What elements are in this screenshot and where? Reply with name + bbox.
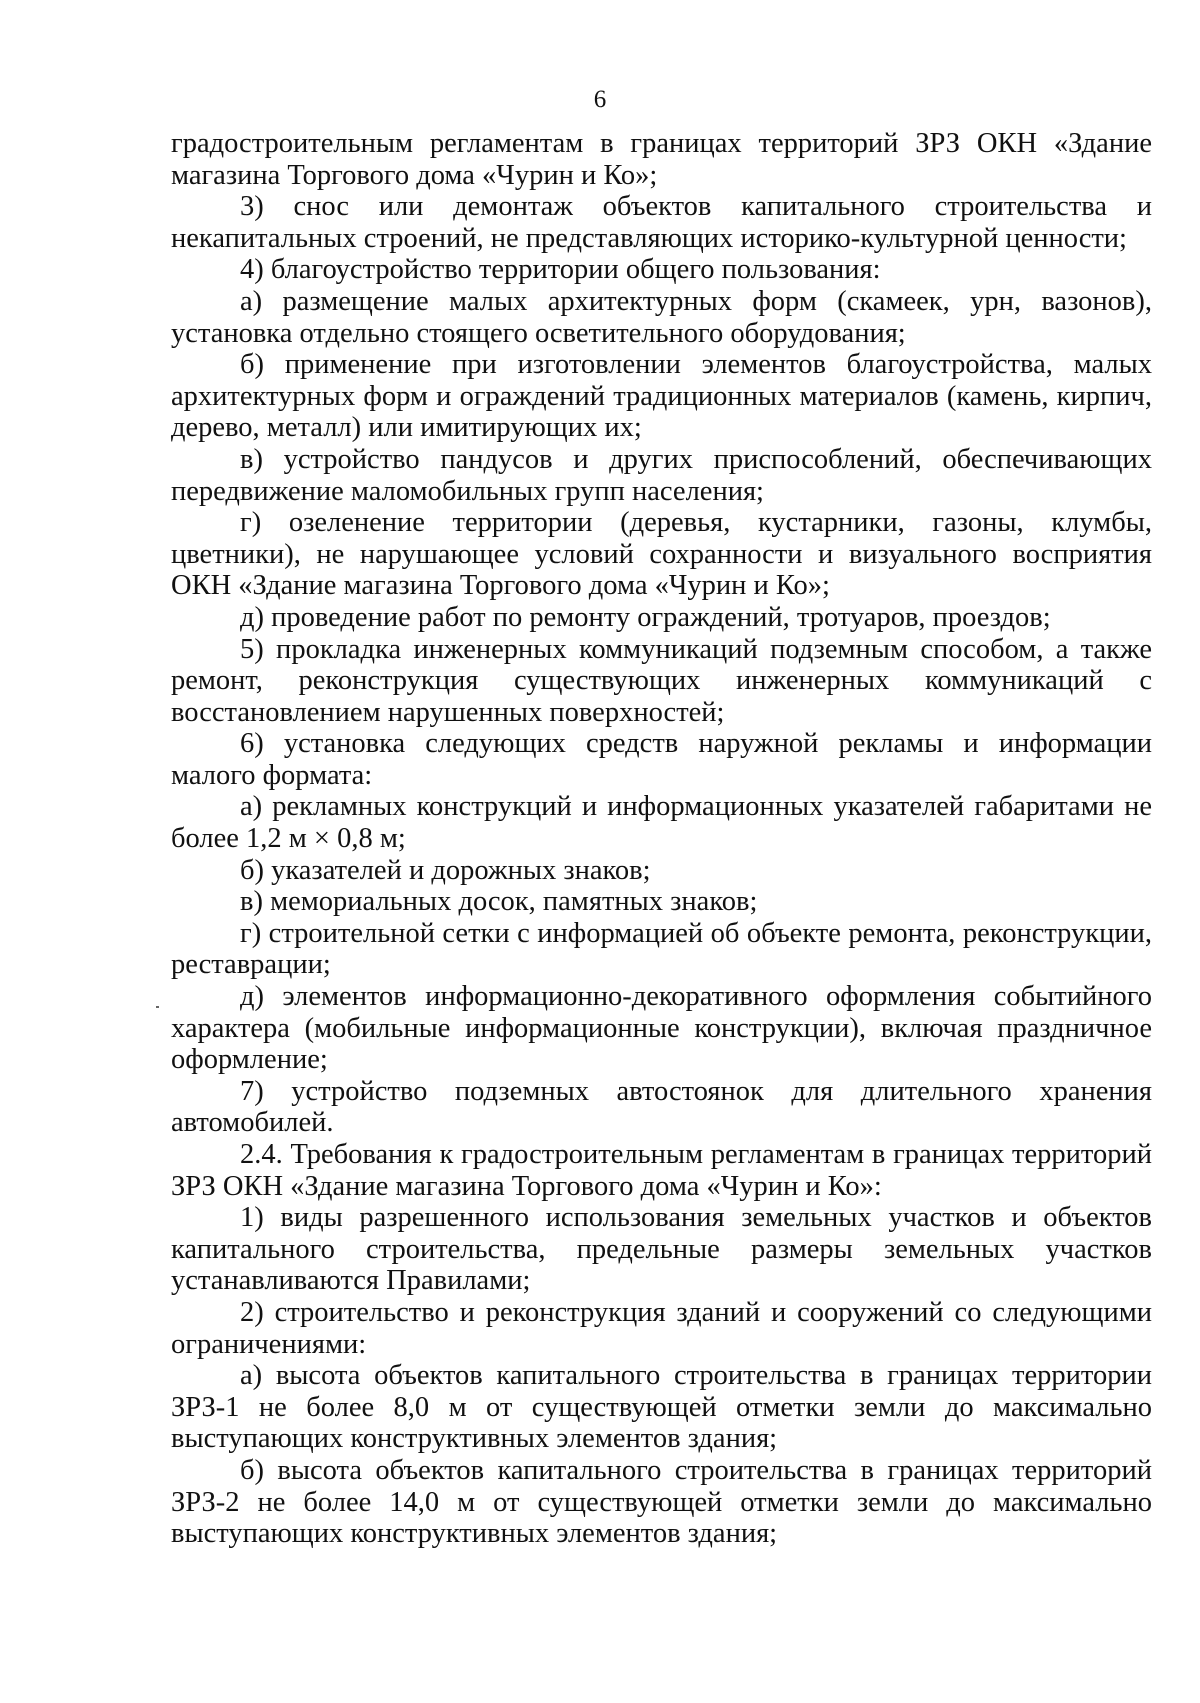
list-item-7-parking: 7) устройство подземных автостоянок для длительного хранения автомобилей. [171, 1075, 1152, 1139]
scan-speck [156, 1006, 159, 1008]
paragraph-continuation: градостроительным регламентам в границах территорий ЗРЗ ОКН «Здание магазина Торгового дома «Чурин и Ко»; [171, 128, 1152, 191]
subitem-6a-signs: а) рекламных конструкций и информационных указателей габаритами не более 1,2 м × 0,8 м; [171, 791, 1152, 855]
page-number: 6 [593, 86, 607, 113]
subitem-4v-ramps: в) устройство пандусов и других приспособлений, обеспечивающих передвижение маломобильных групп населения; [171, 443, 1152, 507]
subitem-6v-plaques: в) мемориальных досок, памятных знаков; [240, 886, 758, 918]
subitem-4a-small-forms: а) размещение малых архитектурных форм (скамеек, урн, вазонов), установка отдельно стоящего осветительного оборудования; [171, 285, 1152, 349]
list-item-1-permitted-use: 1) виды разрешенного использования земельных участков и объектов капитального строительства, предельные размеры земельных участков устанавливаются Правилами; [171, 1202, 1152, 1297]
list-item-5-utilities: 5) прокладка инженерных коммуникаций подземным способом, а также ремонт, реконструкция существующих инженерных коммуникаций с восстановлением нарушенных поверхностей; [171, 633, 1152, 728]
subitem-4g-greening: г) озеленение территории (деревья, кустарники, газоны, клумбы, цветники), не нарушающее условий сохранности и визуального восприятия ОКН «Здание магазина Торгового дома «Чурин и Ко»; [171, 507, 1152, 602]
list-item-4-landscaping: 4) благоустройство территории общего пользования: [240, 254, 881, 286]
list-item-2-construction: 2) строительство и реконструкция зданий и сооружений со следующими ограничениями: [171, 1296, 1152, 1360]
subitem-4b-materials: б) применение при изготовлении элементов благоустройства, малых архитектурных форм и ограждений традиционных материалов (камень, кирпич, дерево, металл) или имитирующих их; [171, 349, 1152, 444]
subitem-2b-height-zrz2: б) высота объектов капитального строительства в границах территорий ЗРЗ-2 не более 14,0 м от существующей отметки земли до максимально выступающих конструктивных элементов здания; [171, 1454, 1152, 1550]
subitem-6b-road-signs: б) указателей и дорожных знаков; [240, 854, 651, 886]
list-item-6-advertising: 6) установка следующих средств наружной рекламы и информации малого формата: [171, 728, 1152, 791]
subitem-4d-repair: д) проведение работ по ремонту ограждений, тротуаров, проездов; [240, 601, 1051, 633]
subitem-6g-mesh: г) строительной сетки с информацией об объекте ремонта, реконструкции, реставрации; [171, 917, 1152, 981]
body-text [171, 128, 1152, 1550]
subitem-6d-decor: д) элементов информационно-декоративного оформления событийного характера (мобильные информационные конструкции), включая праздничное оформление; [171, 981, 1152, 1076]
list-item-3-demolition: 3) снос или демонтаж объектов капитального строительства и некапитальных строений, не представляющих историко-культурной ценности; [171, 191, 1152, 254]
subitem-2a-height-zrz1: а) высота объектов капитального строительства в границах территории ЗРЗ-1 не более 8,0 м от существующей отметки земли до максимально выступающих конструктивных элементов здания; [171, 1360, 1152, 1455]
section-2-4-heading: 2.4. Требования к градостроительным регламентам в границах территорий ЗРЗ ОКН «Здание магазина Торгового дома «Чурин и Ко»: [171, 1139, 1152, 1202]
